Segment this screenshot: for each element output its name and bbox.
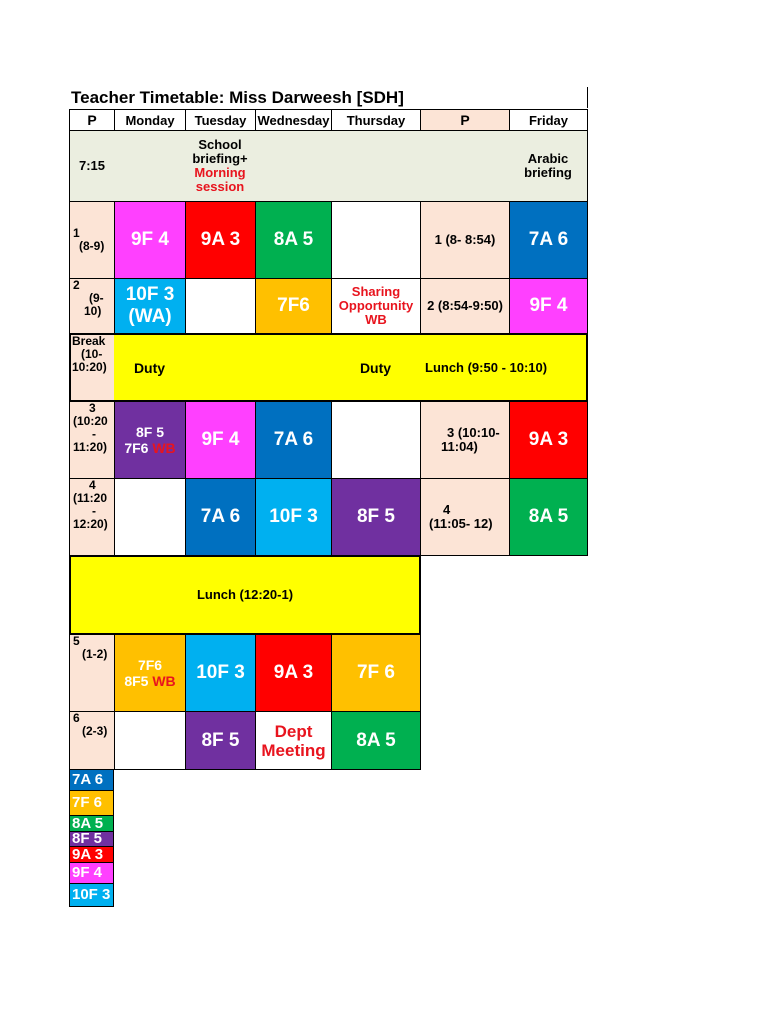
row-5-thursday: 7F 6	[331, 634, 421, 712]
arabic-briefing-line2: briefing	[524, 165, 572, 180]
row-4-friday: 8A 5	[509, 478, 588, 556]
row-4-p-num: 4	[89, 478, 96, 492]
row-2-p2: 2 (8:54-9:50)	[420, 278, 510, 334]
row-3-monday-line2	[124, 440, 175, 456]
row-5-monday-wb: WB	[152, 673, 176, 689]
row-715-wednesday	[255, 131, 332, 201]
row-4-p-time2: -	[92, 504, 96, 518]
row-2-wednesday: 7F6	[255, 278, 332, 334]
row-2-p-time2: 10)	[84, 304, 102, 318]
row-4-thursday: 8F 5	[331, 478, 421, 556]
row-6-p	[69, 711, 115, 770]
header-p2: P	[420, 109, 510, 131]
header-friday: Friday	[509, 109, 588, 131]
row-5-monday-line2	[124, 673, 175, 689]
row-4-p-time3: 12:20)	[73, 517, 108, 531]
header-wednesday: Wednesday	[255, 109, 332, 131]
row-6-p-num: 6	[73, 711, 80, 725]
row-2-friday: 9F 4	[509, 278, 588, 334]
legend-10f3: 10F 3	[69, 883, 114, 907]
dept-meeting-line1: Dept	[274, 721, 313, 741]
title-divider	[587, 87, 588, 108]
row-1-p	[69, 201, 115, 279]
row-1-p-num: 1	[73, 226, 80, 240]
break-lunch: Lunch (9:50 - 10:10)	[420, 335, 586, 400]
row-1-friday: 7A 6	[509, 201, 588, 279]
header-tuesday: Tuesday	[185, 109, 256, 131]
row-5-p	[69, 634, 115, 712]
row-4-monday	[114, 478, 186, 556]
row-6-wednesday	[255, 711, 332, 770]
sharing-line2: Opportunity	[338, 298, 414, 313]
row-2-tuesday	[185, 278, 256, 334]
row-3-p-time2: -	[92, 427, 96, 441]
break-thursday: Duty	[331, 335, 421, 400]
legend-7f6: 7F 6	[69, 790, 114, 816]
dept-meeting-line2: Meeting	[261, 740, 326, 760]
row-6-p-time: (2-3)	[82, 724, 108, 738]
row-715-thursday	[331, 131, 421, 201]
row-3-wednesday: 7A 6	[255, 401, 332, 479]
sharing-line1: Sharing	[351, 284, 401, 299]
break-p	[71, 335, 115, 400]
row-4-p-time1: (11:20	[73, 491, 108, 505]
row-2-p	[69, 278, 115, 334]
row-6-monday	[114, 711, 186, 770]
row-715-friday	[509, 131, 587, 201]
row-5-p-num: 5	[73, 634, 80, 648]
row-4-p2-line2: (11:05- 12)	[429, 516, 493, 531]
break-time1: (10-	[81, 347, 103, 361]
row-1-thursday	[331, 201, 421, 279]
header-p: P	[69, 109, 115, 131]
timetable-title: Teacher Timetable: Miss Darweesh [SDH]	[71, 88, 404, 107]
legend-8a5: 8A 5	[69, 815, 114, 832]
row-3-p-time3: 11:20)	[73, 440, 108, 454]
break-label: Break	[72, 335, 106, 348]
row-3-p-num: 3	[89, 401, 96, 415]
row-715-tuesday	[185, 131, 256, 201]
school-briefing-line2: briefing+	[192, 151, 248, 166]
row-3-p2-line1: 3 (10:10-	[447, 425, 500, 440]
header-thursday: Thursday	[331, 109, 421, 131]
row-3-monday-class2: 7F6	[124, 440, 153, 456]
row-5-wednesday: 9A 3	[255, 634, 332, 712]
row-4-p	[69, 478, 115, 556]
row-1-p2: 1 (8- 8:54)	[420, 201, 510, 279]
row-2-monday-note: (WA)	[128, 306, 172, 327]
row-1-p-time: (8-9)	[79, 239, 105, 253]
row-3-monday-wb: WB	[152, 440, 176, 456]
row-2-monday	[114, 278, 186, 334]
row-5-monday	[114, 634, 186, 712]
row-5-tuesday: 10F 3	[185, 634, 256, 712]
row-3-thursday	[331, 401, 421, 479]
break-tuesday	[185, 335, 256, 400]
row-4-wednesday: 10F 3	[255, 478, 332, 556]
break-monday: Duty	[114, 335, 186, 400]
morning-session-line1: Morning	[194, 165, 246, 180]
break-time2: 10:20)	[72, 360, 107, 374]
row-2-p-time1: (9-	[89, 291, 104, 305]
row-1-wednesday: 8A 5	[255, 201, 332, 279]
legend-9a3: 9A 3	[69, 846, 114, 863]
row-3-p2	[420, 401, 510, 479]
row-1-tuesday: 9A 3	[185, 201, 256, 279]
arabic-briefing-line1: Arabic	[527, 151, 569, 166]
lunch-row: Lunch (12:20-1)	[69, 555, 421, 635]
header-monday: Monday	[114, 109, 186, 131]
morning-session-line2: session	[195, 179, 245, 194]
row-6-thursday: 8A 5	[331, 711, 421, 770]
legend-8f5: 8F 5	[69, 831, 114, 847]
row-4-p2	[420, 478, 510, 556]
row-3-p-time1: (10:20	[73, 414, 108, 428]
row-715-p2	[420, 131, 510, 201]
sharing-line3: WB	[365, 312, 387, 327]
row-1-monday: 9F 4	[114, 201, 186, 279]
row-3-p2-line2: 11:04)	[441, 439, 478, 454]
row-5-p-time: (1-2)	[82, 647, 108, 661]
legend-9f4: 9F 4	[69, 862, 114, 884]
row-2-p-num: 2	[73, 278, 80, 292]
row-5-monday-class1: 7F6	[137, 657, 163, 673]
row-3-monday	[114, 401, 186, 479]
row-4-p2-line1: 4	[443, 502, 451, 517]
row-2-monday-class: 10F 3	[125, 284, 175, 305]
row-3-p	[69, 401, 115, 479]
row-715-p: 7:15	[70, 131, 115, 201]
row-3-friday: 9A 3	[509, 401, 588, 479]
row-3-tuesday: 9F 4	[185, 401, 256, 479]
row-4-tuesday: 7A 6	[185, 478, 256, 556]
row-715-monday	[114, 131, 186, 201]
school-briefing-line1: School	[198, 137, 242, 152]
row-6-tuesday: 8F 5	[185, 711, 256, 770]
break-wednesday	[255, 335, 332, 400]
row-3-monday-class1: 8F 5	[135, 424, 164, 440]
legend-7a6: 7A 6	[69, 769, 114, 791]
row-2-thursday	[331, 278, 421, 334]
row-5-monday-class2: 8F5	[124, 673, 153, 689]
